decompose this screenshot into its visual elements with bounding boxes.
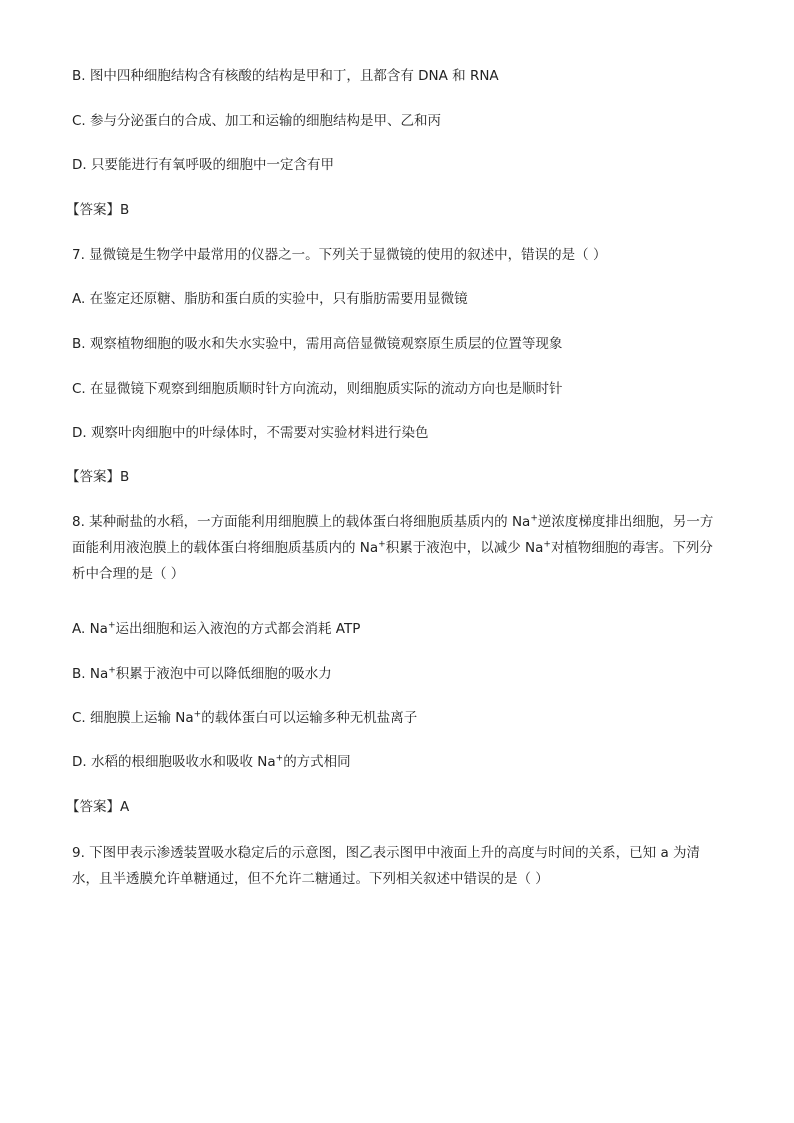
q8-superscript-plus: +	[275, 753, 284, 764]
q6-answer: 【答案】B	[66, 202, 130, 218]
q7-option-a: A. 在鉴定还原糖、脂肪和蛋白质的实验中，只有脂肪需要用显微镜	[72, 291, 468, 307]
q9-stem: 9. 下图甲表示渗透装置吸水稳定后的示意图，图乙表示图甲中液面上升的高度与时间的关系，已知 a 为清水，且半透膜允许单糖通过，但不允许二糖通过。下列相关叙述中错误的是（ ）	[72, 845, 701, 887]
q8-stem-text-2: 逆浓度梯度排出细胞，另一方面能利用液泡膜上的载体蛋白将细胞质基质内的 Na	[72, 514, 714, 556]
q6-option-c: C. 参与分泌蛋白的合成、加工和运输的细胞结构是甲、乙和丙	[72, 113, 442, 129]
q8-option-c-text-2: 的载体蛋白可以运输多种无机盐离子	[201, 710, 418, 726]
q8-option-b-text-1: B. Na	[72, 666, 109, 682]
q8-option-a-text-1: A. Na	[72, 621, 108, 637]
q8-superscript-plus: +	[530, 513, 538, 524]
q8-answer: 【答案】A	[66, 799, 130, 815]
q8-option-b-text-2: 积累于液泡中可以降低细胞的吸水力	[115, 666, 332, 682]
q6-option-d: D. 只要能进行有氧呼吸的细胞中一定含有甲	[72, 157, 334, 173]
q8-option-a	[72, 619, 360, 639]
q8-option-a-text-2: 运出细胞和运入液泡的方式都会消耗 ATP	[115, 621, 361, 637]
q8-option-c	[72, 708, 417, 728]
q7-option-d: D. 观察叶肉细胞中的叶绿体时，不需要对实验材料进行染色	[72, 425, 429, 441]
q8-superscript-plus: +	[107, 620, 116, 631]
q8-superscript-plus: +	[108, 665, 116, 676]
q8-option-d-text-1: D. 水稻的根细胞吸收水和吸收 Na	[72, 754, 276, 770]
q6-option-b: B. 图中四种细胞结构含有核酸的结构是甲和丁，且都含有 DNA 和 RNA	[72, 68, 499, 84]
q8-stem-text-1: 8. 某种耐盐的水稻，一方面能利用细胞膜上的载体蛋白将细胞质基质内的 Na	[72, 514, 531, 530]
q8-superscript-plus: +	[378, 539, 386, 550]
q8-option-d-text-2: 的方式相同	[283, 754, 351, 770]
q7-option-b: B. 观察植物细胞的吸水和失水实验中，需用高倍显微镜观察原生质层的位置等现象	[72, 336, 563, 352]
q7-option-c: C. 在显微镜下观察到细胞质顺时针方向流动，则细胞质实际的流动方向也是顺时针	[72, 381, 563, 397]
q8-stem	[72, 509, 720, 587]
q8-option-c-text-1: C. 细胞膜上运输 Na	[72, 710, 194, 726]
q8-superscript-plus: +	[193, 709, 202, 720]
q7-stem: 7. 显微镜是生物学中最常用的仪器之一。下列关于显微镜的使用的叙述中，错误的是（ ）	[72, 247, 607, 263]
q8-stem-text-3: 积累于液泡中，以减少 Na	[385, 540, 544, 556]
q8-option-b	[72, 664, 332, 684]
q8-stem-text-4: 对植物细胞的毒害。下列分析中合理的是（ ）	[72, 540, 713, 582]
q8-option-d	[72, 752, 351, 772]
q8-superscript-plus: +	[543, 539, 551, 550]
q7-answer: 【答案】B	[66, 469, 130, 485]
